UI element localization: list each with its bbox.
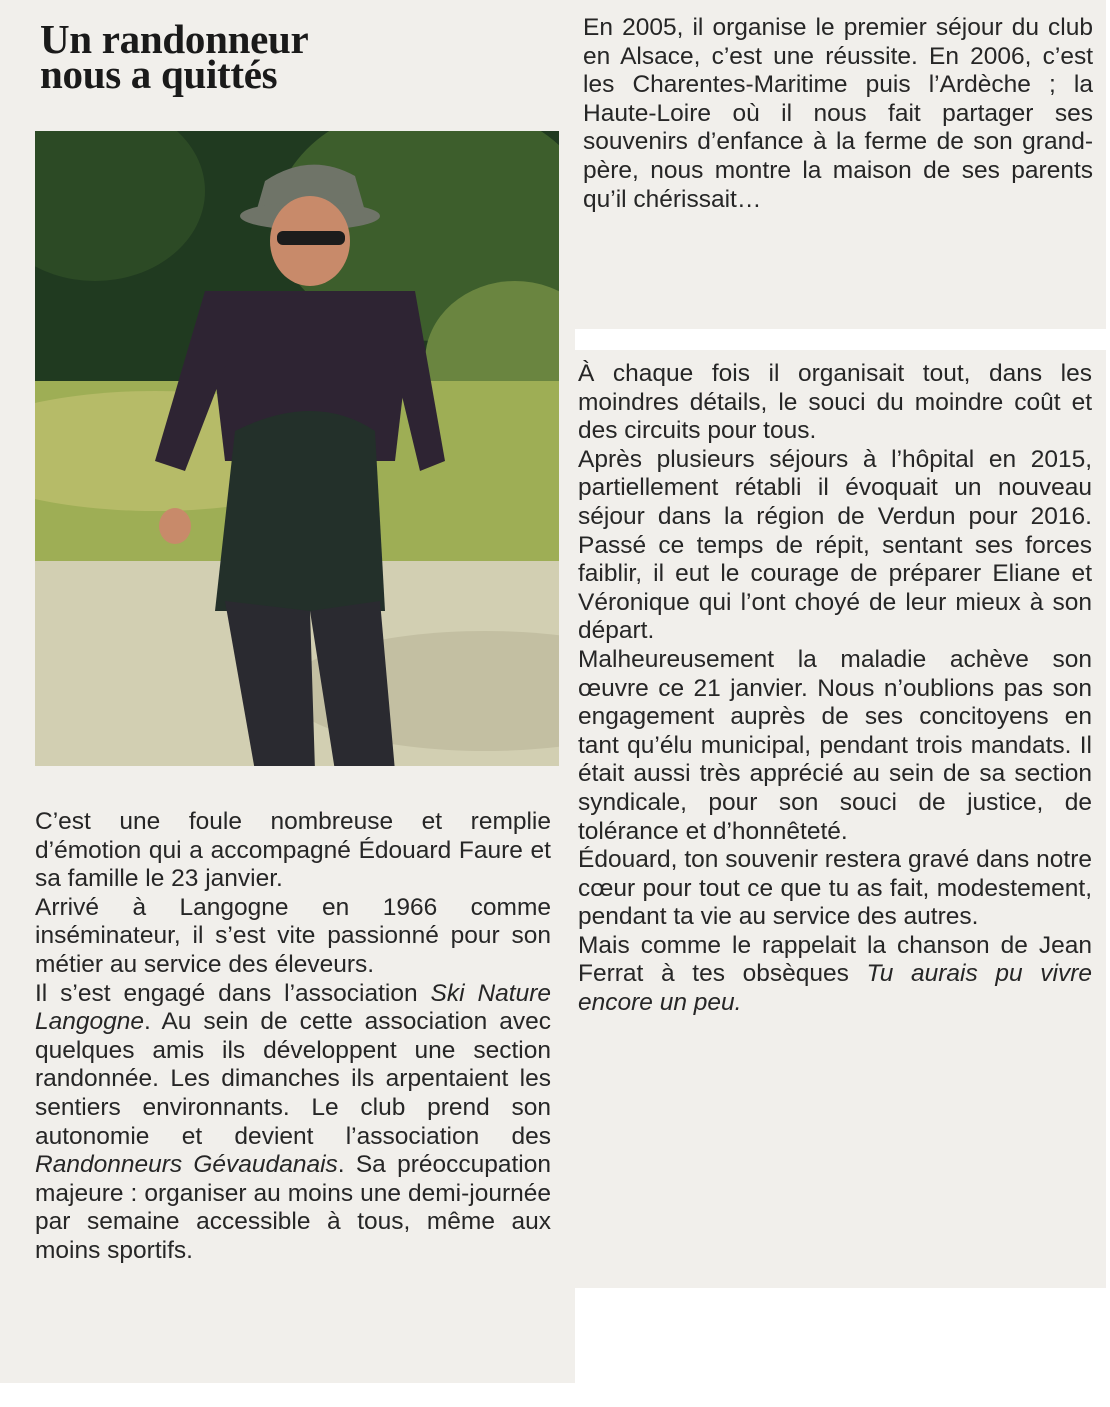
right-p5-song-quote: Tu aurais pu vivre encore un peu. (578, 960, 1092, 1017)
article-clipping-right-bottom (570, 350, 1106, 1288)
hiker-photo (35, 131, 559, 766)
right-bottom-paragraph-4: Édouard, ton souvenir restera gravé dans notre cœur pour tout ce que tu as fait, modestement, pendant ta vie au service des autres. (578, 846, 1092, 931)
left-paragraph-2: Arrivé à Langogne en 1966 comme inséminateur, il s’est vite passionné pour son métier au service des éleveurs. (35, 893, 551, 978)
right-bottom-paragraph-1: À chaque fois il organisait tout, dans les moindres détails, le souci du moindre coût et des circuits pour tous. (578, 360, 1092, 445)
left-paragraph-3 (35, 980, 551, 1266)
left-p3-association-name: Ski Nature Langogne (35, 979, 551, 1036)
left-p3-text-c: . Sa préoccupation majeure : organiser au moins une demi-journée par semaine accessible à tous, même aux moins sportifs. (35, 1151, 551, 1264)
article-clipping-right-top (570, 0, 1106, 329)
left-column-text (35, 808, 551, 1266)
headline-line-1: Un randonneur (40, 16, 309, 62)
left-p3-text-b: . Au sein de cette association avec quelques amis ils développent une section randonnée. Les dimanches ils arpentaient les sentiers environnants. Le club prend son autonomie et devient l’association des (35, 1008, 551, 1150)
right-p5-text: Mais comme le rappelait la chanson de Jean Ferrat à tes obsèques (578, 931, 1092, 988)
left-p3-club-name: Randonneurs Gévaudanais (35, 1151, 338, 1179)
right-bottom-paragraph-5 (578, 932, 1092, 1018)
right-top-paragraph-1: En 2005, il organise le premier séjour du club en Alsace, c’est une réussite. En 2006, c’est les Charentes-Maritime puis l’Ardèche ; la Haute-Loire où il nous fait partager ses souvenirs d’enfance à la ferme de son grand-père, nous montre la maison de ses parents qu’il chérissait… (583, 14, 1093, 213)
right-top-column-text (583, 14, 1093, 214)
left-p3-text-a: Il s’est engagé dans l’association (35, 979, 431, 1007)
right-bottom-paragraph-3: Malheureusement la maladie achève son œuvre ce 21 janvier. Nous n’oublions pas son engagement auprès de ses concitoyens en tant qu’élu municipal, pendant trois mandats. Il était aussi très apprécié au sein de sa section syndicale, pour son souci de justice, de tolérance et d’honnêteté. (578, 645, 1092, 845)
right-bottom-column-text (578, 360, 1092, 1018)
hiker-photo-illustration (35, 131, 559, 766)
left-paragraph-1: C’est une foule nombreuse et remplie d’émotion qui a accompagné Édouard Faure et sa famille le 23 janvier. (35, 808, 551, 893)
article-headline (40, 16, 309, 97)
headline-line-2: nous a quittés (40, 51, 278, 97)
right-bottom-paragraph-2: Après plusieurs séjours à l’hôpital en 2015, partiellement rétabli il évoquait un nouveau séjour dans la région de Verdun pour 2016. Passé ce temps de répit, sentant ses forces faiblir, il eut le courage de préparer Eliane et Véronique qui l’ont choyé de leur mieux à son départ. (578, 445, 1092, 645)
